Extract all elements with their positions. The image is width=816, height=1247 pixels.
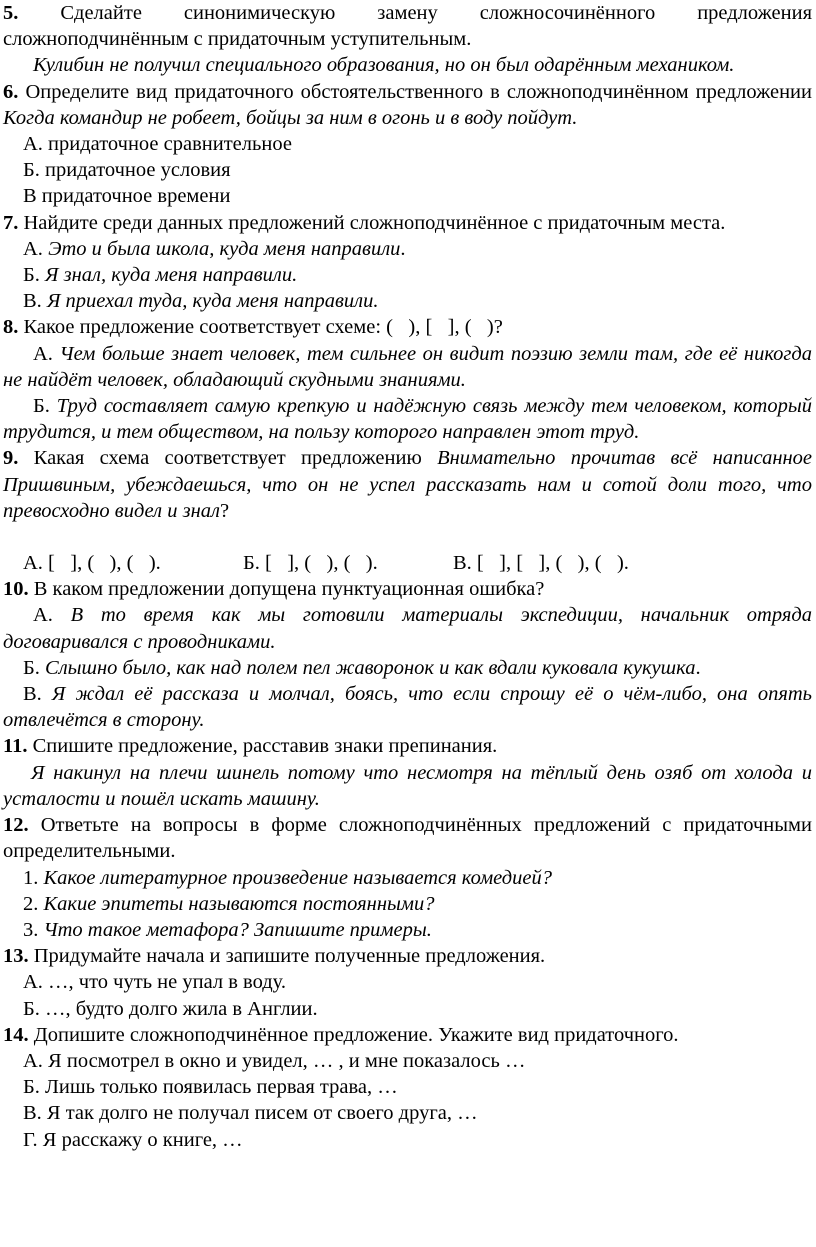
question-10 (3, 576, 812, 602)
option (3, 891, 812, 917)
option: Б. [ ], ( ), ( ). (243, 552, 378, 575)
question-number: 11. (3, 735, 28, 758)
option-text: Что такое метафора? Запишите примеры. (43, 918, 432, 941)
option-text: Это и была школа, куда меня направили (48, 237, 401, 260)
option-letter: В. (23, 290, 42, 313)
question-text: Допишите сложноподчинённое предложение. Укажите вид придаточного. (33, 1023, 679, 1046)
question-5 (3, 0, 812, 52)
option-text: Я ждал её рассказа и молчал, боясь, что если спрошу её о чём-либо, она опять отвлечётся в сторону. (3, 683, 812, 732)
option: Г. Я расскажу о книге, … (23, 1128, 243, 1151)
question-text: В каком предложении допущена пунктуационная ошибка? (33, 578, 545, 601)
option: Б. Лишь только появилась первая трава, … (23, 1076, 398, 1099)
question-number: 8. (3, 316, 19, 339)
option-text: Какие эпитеты называются постоянными? (43, 892, 435, 915)
question-number: 14. (3, 1023, 29, 1046)
option-text: Какое литературное произведение называется комедией? (43, 866, 552, 889)
option: Б. …, будто долго жила в Англии. (23, 997, 318, 1020)
option-text: Я знал, куда меня направили. (45, 264, 298, 287)
question-number: 5. (3, 2, 19, 24)
option-text: Труд составляет самую крепкую и надёжную связь между тем человеком, который трудится, и тем обществом, на пользу которого направлен этот труд. (3, 395, 812, 444)
option-end: . (695, 656, 701, 679)
option (3, 236, 812, 262)
question-7 (3, 210, 812, 236)
question-text: Спишите предложение, расставив знаки препинания. (32, 735, 498, 758)
option-letter: 2. (23, 892, 39, 915)
option: А. Я посмотрел в окно и увидел, … , и мне показалось … (23, 1049, 526, 1072)
option-letter: Б. (33, 395, 50, 418)
question-text: Определите вид придаточного обстоятельственного в сложноподчинённом предложении (25, 80, 812, 103)
option-letter: А. (33, 342, 53, 365)
spacer (3, 524, 812, 550)
option: Б. придаточное условия (23, 159, 231, 182)
option-text: Чем больше знает человек, тем сильнее он видит поэзию земли там, где её никогда не найдёт человек, обладающий скудными знаниями. (3, 342, 812, 391)
question-number: 10. (3, 578, 29, 601)
question-9 (3, 445, 812, 524)
option: А. [ ], ( ), ( ). (23, 552, 161, 575)
question-end: ? (219, 499, 230, 522)
option (3, 288, 812, 314)
option (3, 393, 812, 445)
question-12 (3, 812, 812, 864)
question-number: 7. (3, 211, 19, 234)
question-text: Ответьте на вопросы в форме сложноподчинённых предложений с придаточными определительными. (3, 814, 812, 863)
option: А. придаточное сравнительное (23, 133, 292, 156)
question-text: Какая схема соответствует предложению (33, 447, 422, 470)
option (3, 655, 812, 681)
option-letter: В. (23, 683, 42, 706)
option-letter: 3. (23, 918, 39, 941)
question-sentence: Внимательно прочитав всё написанное Пришвиным, убеждаешься, что он не успел рассказать нам и сотой доли того, что превосходно видел и знал (3, 447, 813, 522)
question-14 (3, 1022, 812, 1048)
question-sentence: Я накинул на плечи шинель потому что несмотря на тёплый день озяб от холода и усталости и пошёл искать машину. (3, 761, 812, 810)
question-sentence: Когда командир не робеет, бойцы за ним в огонь и в воду пойдут. (3, 106, 578, 129)
option-text: Слышно было, как над полем пел жаворонок и как вдали куковала кукушка (45, 656, 696, 679)
option (3, 917, 812, 943)
question-number: 13. (3, 945, 29, 968)
question-number: 6. (3, 80, 19, 103)
question-11 (3, 733, 812, 759)
question-text: Какое предложение соответствует схеме: ( ), [ ], ( )? (23, 316, 503, 339)
question-6 (3, 79, 812, 131)
question-text: Сделайте синонимическую замену сложносочинённого предложения сложноподчинённым с придаточным уступительным. (3, 2, 813, 51)
question-number: 9. (3, 447, 19, 470)
question-text: Найдите среди данных предложений сложноподчинённое с придаточным места. (23, 211, 726, 234)
option-end: . (400, 237, 406, 260)
option: В придаточное времени (23, 185, 231, 208)
question-13 (3, 943, 812, 969)
option-letter: 1. (23, 866, 39, 889)
option: В. Я так долго не получал писем от своего друга, … (23, 1102, 478, 1125)
option-text: Я приехал туда, куда меня направили. (46, 290, 379, 313)
option-letter: А. (23, 237, 43, 260)
question-8 (3, 314, 812, 340)
option-letter: Б. (23, 656, 40, 679)
option (3, 681, 812, 733)
option (3, 602, 812, 654)
scheme-options (3, 550, 812, 576)
option (3, 865, 812, 891)
option: А. …, что чуть не упал в воду. (23, 971, 286, 994)
option-text: В то время как мы готовили материалы экспедиции, начальник отряда договаривался с проводниками. (3, 604, 812, 653)
option (3, 341, 812, 393)
option-letter: Б. (23, 264, 40, 287)
option (3, 262, 812, 288)
option: В. [ ], [ ], ( ), ( ). (453, 552, 629, 575)
example-sentence: Кулибин не получил специального образования, но он был одарённым механиком. (33, 54, 735, 77)
question-number: 12. (3, 814, 29, 837)
option-letter: А. (33, 604, 53, 627)
question-text: Придумайте начала и запишите полученные предложения. (33, 945, 546, 968)
